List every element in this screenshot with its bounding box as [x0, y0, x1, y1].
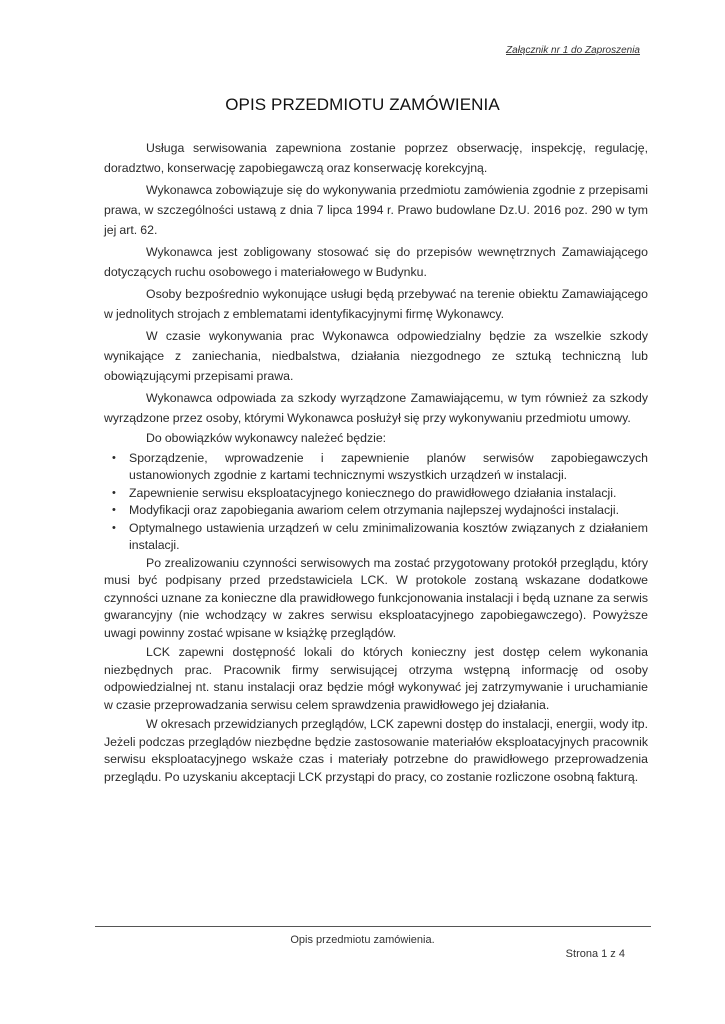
bullet-icon: •	[112, 451, 116, 464]
bullet-icon: •	[112, 486, 116, 499]
attachment-note: Załącznik nr 1 do Zaproszenia	[506, 45, 640, 56]
footer-divider	[95, 926, 651, 927]
list-item: • Zapewnienie serwisu eksploatacyjnego koniecznego do prawidłowego działania instalacji.	[104, 485, 648, 503]
paragraph: W czasie wykonywania prac Wykonawca odpowiedzialny będzie za wszelkie szkody wynikające z zaniechania, niedbalstwa, działania niezgodnego ze sztuką techniczną lub obowiązującymi przepisami prawa.	[104, 329, 648, 383]
paragraph: Po zrealizowaniu czynności serwisowych ma zostać przygotowany protokół przeglądu, który musi być podpisany przed przedstawiciela LCK. W protokole zostaną wskazane dodatkowe czynności uznane za konieczne dla prawidłowego funkcjonowania instalacji i będą uznane za serwis gwarancyjny (nie wchodzący w zakres serwisu eksploatacyjnego zapobiegawczego). Powyższe uwagi powinny zostać wpisane w książkę przeglądów.	[104, 555, 648, 640]
list-item: • Sporządzenie, wprowadzenie i zapewnienie planów serwisów zapobiegawczych ustanowionych zgodnie z kartami technicznymi wszystkich urządzeń w instalacji.	[112, 450, 648, 482]
paragraph: Wykonawca odpowiada za szkody wyrządzone Zamawiającemu, w tym również za szkody wyrządzone przez osoby, którymi Wykonawca posłużył się przy wykonywaniu przedmiotu umowy.	[104, 391, 648, 425]
bullet-icon: •	[112, 521, 116, 534]
duties-intro: Do obowiązków wykonawcy należeć będzie:	[146, 431, 387, 445]
duties-list	[104, 450, 648, 555]
document-title: OPIS PRZEDMIOTU ZAMÓWIENIA	[225, 95, 500, 114]
paragraph: W okresach przewidzianych przeglądów, LCK zapewni dostęp do instalacji, energii, wody itp. Jeżeli podczas przeglądów niezbędne będzie zastosowanie materiałów eksploatacyjnych pracownik serwisu eksploatacyjnego wskaże czas i materiały potrzebne do prawidłowego przeprowadzenia przeglądu. Po uzyskaniu akceptacji LCK przystąpi do pracy, co zostanie rozliczone osobną fakturą.	[104, 717, 648, 784]
bullet-icon: •	[112, 504, 116, 516]
footer-title: Opis przedmiotu zamówienia.	[290, 934, 435, 946]
paragraph: Osoby bezpośrednio wykonujące usługi będą przebywać na terenie obiektu Zamawiającego w jednolitych strojach z emblematami identyfikacyjnymi firmę Wykonawcy.	[104, 287, 648, 321]
page-number: Strona 1 z 4	[565, 948, 625, 960]
list-item: • Optymalnego ustawienia urządzeń w celu zminimalizowania kosztów związanych z działaniem instalacji.	[112, 520, 648, 552]
document-body	[104, 138, 648, 788]
paragraph: Usługa serwisowania zapewniona zostanie poprzez obserwację, inspekcję, regulację, doradztwo, konserwację zapobiegawczą oraz konserwację korekcyjną.	[104, 141, 648, 175]
paragraph: LCK zapewni dostępność lokali do których konieczny jest dostęp celem wykonania niezbędnych prac. Pracownik firmy serwisującej otrzyma wstępną informację od osoby odpowiedzialnej nt. stanu instalacji oraz będzie mógł wykonywać jej zatrzymywanie i uruchamianie w czasie przeprowadzania serwisu celem sprawdzenia prawidłowego jej działania.	[104, 645, 648, 712]
paragraph: Wykonawca zobowiązuje się do wykonywania przedmiotu zamówienia zgodnie z przepisami prawa, w szczególności ustawą z dnia 7 lipca 1994 r. Prawo budowlane Dz.U. 2016 poz. 290 w tym jej art. 62.	[104, 183, 648, 237]
paragraph: Wykonawca jest zobligowany stosować się do przepisów wewnętrznych Zamawiającego dotyczących ruchu osobowego i materiałowego w Budynku.	[104, 245, 648, 279]
list-item: • Modyfikacji oraz zapobiegania awariom celem otrzymania najlepszej wydajności instalacji.	[104, 502, 648, 520]
